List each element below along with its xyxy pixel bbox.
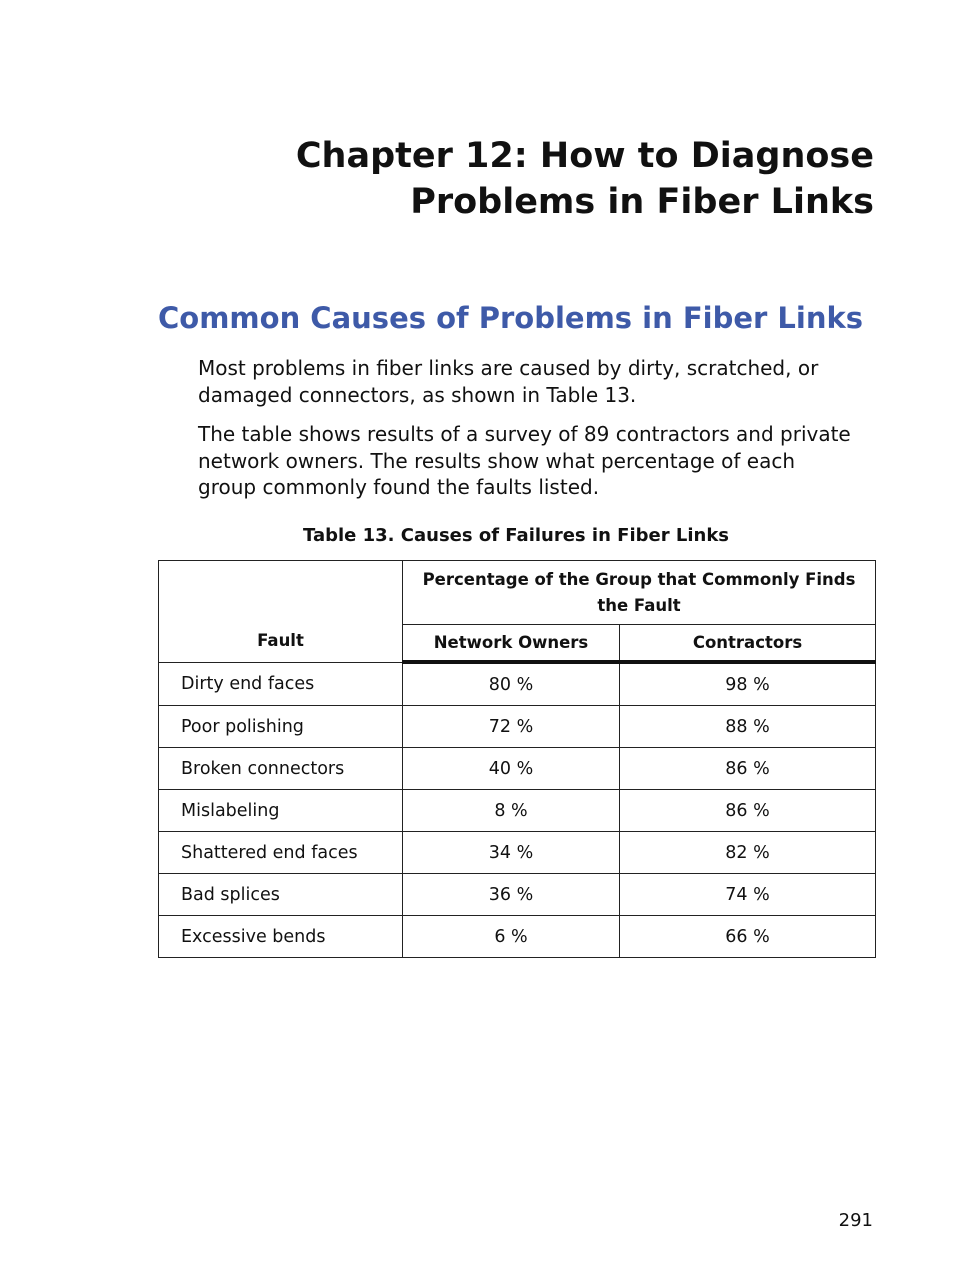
group-header-line-1: Percentage of the Group that Commonly Finds <box>422 570 856 589</box>
network-owners-cell: 80 % <box>403 662 620 706</box>
chapter-title-line-2: Problems in Fiber Links <box>410 182 874 222</box>
chapter-title-line-1: Chapter 12: How to Diagnose <box>295 136 874 176</box>
paragraph-line: damaged connectors, as shown in Table 13. <box>198 382 637 407</box>
network-owners-cell: 36 % <box>403 874 620 916</box>
contractors-cell: 66 % <box>620 916 876 958</box>
table-row <box>159 662 876 706</box>
network-owners-cell: 8 % <box>403 790 620 832</box>
table-row <box>159 748 876 790</box>
paragraph-line: network owners. The results show what percentage of each <box>198 448 796 473</box>
fault-cell: Dirty end faces <box>159 662 403 706</box>
contractors-cell: 82 % <box>620 832 876 874</box>
table-caption: Table 13. Causes of Failures in Fiber Links <box>302 525 730 546</box>
network-owners-cell: 40 % <box>403 748 620 790</box>
fault-column-header: Fault <box>159 561 403 663</box>
fault-cell: Excessive bends <box>159 916 403 958</box>
paragraph-line: group commonly found the faults listed. <box>198 475 600 499</box>
fault-cell: Poor polishing <box>159 706 403 748</box>
contractors-cell: 86 % <box>620 748 876 790</box>
contractors-cell: 86 % <box>620 790 876 832</box>
fault-table <box>158 560 876 958</box>
fault-cell: Shattered end faces <box>159 832 403 874</box>
table-row <box>159 832 876 874</box>
table-row <box>159 790 876 832</box>
paragraph-line: The table shows results of a survey of 89 contractors and private <box>198 422 851 446</box>
network-owners-cell: 34 % <box>403 832 620 874</box>
fault-cell: Bad splices <box>159 874 403 916</box>
contractors-cell: 98 % <box>620 662 876 706</box>
table-row <box>159 874 876 916</box>
fault-cell: Broken connectors <box>159 748 403 790</box>
fault-cell: Mislabeling <box>159 790 403 832</box>
page-number: 291 <box>838 1210 873 1231</box>
table-row <box>159 916 876 958</box>
network-owners-column-header: Network Owners <box>403 625 620 663</box>
network-owners-cell: 6 % <box>403 916 620 958</box>
intro-paragraph <box>198 355 888 408</box>
survey-paragraph <box>198 421 888 501</box>
table-row <box>159 706 876 748</box>
contractors-cell: 88 % <box>620 706 876 748</box>
group-header-line-2: the Fault <box>597 596 681 615</box>
section-heading: Common Causes of Problems in Fiber Links <box>158 301 864 335</box>
paragraph-line: Most problems in fiber links are caused by dirty, scratched, or <box>198 356 819 380</box>
contractors-column-header: Contractors <box>620 625 876 663</box>
group-column-header <box>403 561 876 625</box>
contractors-cell: 74 % <box>620 874 876 916</box>
chapter-title <box>174 133 874 225</box>
network-owners-cell: 72 % <box>403 706 620 748</box>
